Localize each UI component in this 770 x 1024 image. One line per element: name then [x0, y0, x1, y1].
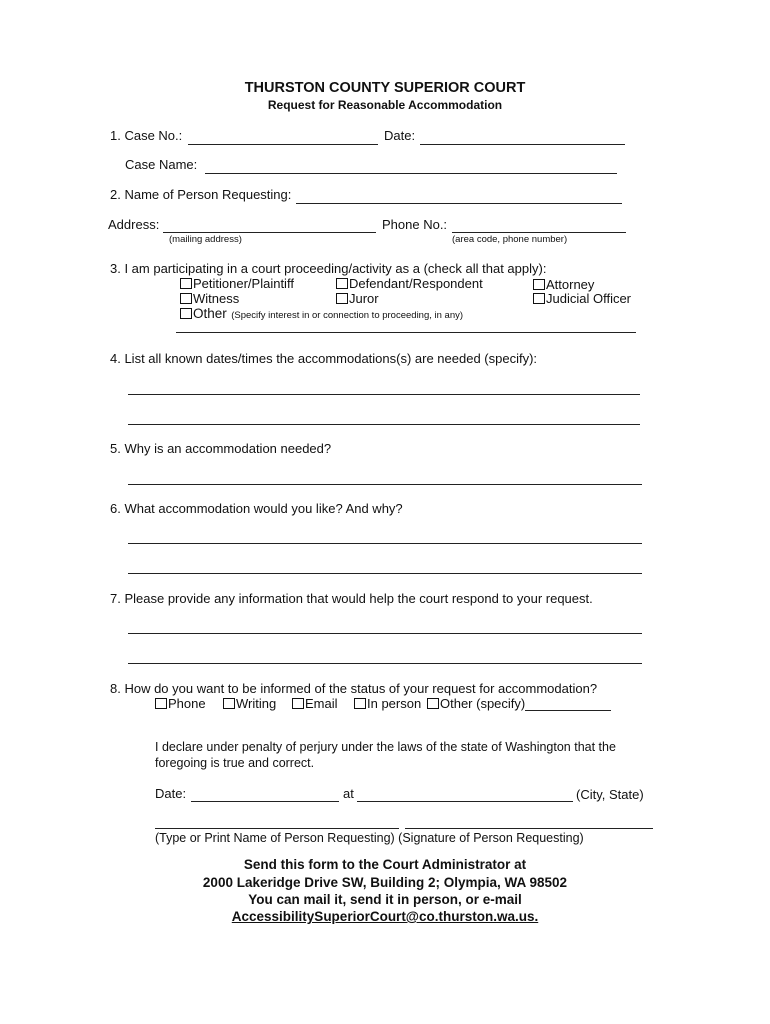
declaration-line-1: I declare under penalty of perjury under the laws of the state of Washington that the [155, 740, 616, 754]
signature-field[interactable] [405, 828, 653, 829]
footer-line-3: You can mail it, send it in person, or e-mail [248, 892, 522, 907]
defendant-option[interactable]: Defendant/Respondent [336, 276, 483, 291]
petitioner-checkbox[interactable] [180, 278, 192, 289]
defendant-checkbox[interactable] [336, 278, 348, 289]
q7-label: 7. Please provide any information that would help the court respond to your request. [110, 591, 593, 606]
signing-date-field[interactable] [191, 801, 339, 802]
phone-field[interactable] [452, 232, 626, 233]
case-name-field[interactable] [205, 173, 617, 174]
notify-in-person-checkbox[interactable] [354, 698, 366, 709]
signing-location-field[interactable] [357, 801, 573, 802]
notify-writing-option[interactable]: Writing [223, 696, 276, 711]
requester-name-label: 2. Name of Person Requesting: [110, 187, 292, 202]
printed-name-field[interactable] [155, 828, 399, 829]
witness-option[interactable]: Witness [180, 291, 239, 306]
case-name-label: Case Name: [125, 157, 198, 172]
notify-other-field[interactable] [525, 710, 611, 711]
notify-writing-checkbox[interactable] [223, 698, 235, 709]
witness-checkbox[interactable] [180, 293, 192, 304]
attorney-checkbox[interactable] [533, 279, 545, 290]
requester-name-field[interactable] [296, 203, 622, 204]
judicial-officer-checkbox[interactable] [533, 293, 545, 304]
notify-email-option[interactable]: Email [292, 696, 338, 711]
q6-answer-line-2[interactable] [128, 573, 642, 574]
date-field[interactable] [420, 144, 625, 145]
notify-other-option[interactable]: Other (specify) [427, 696, 525, 711]
other-role-field[interactable] [176, 332, 636, 333]
footer-address: 2000 Lakeridge Drive SW, Building 2; Olympia, WA 98502 [202, 875, 568, 890]
other-role-hint: (Specify interest in or connection to proceeding, in any) [231, 310, 464, 321]
address-field[interactable] [163, 232, 376, 233]
other-role-checkbox[interactable] [180, 308, 192, 319]
phone-hint: (area code, phone number) [452, 234, 568, 245]
q3-label: 3. I am participating in a court proceeding/activity as a (check all that apply): [110, 261, 547, 276]
juror-checkbox[interactable] [336, 293, 348, 304]
footer-email-link[interactable]: AccessibilitySuperiorCourt@co.thurston.wa.us. [231, 909, 539, 924]
address-label: Address: [108, 217, 160, 232]
attorney-option[interactable]: Attorney [533, 277, 594, 292]
footer-line-1: Send this form to the Court Administrator at [243, 857, 527, 872]
notify-email-checkbox[interactable] [292, 698, 304, 709]
q8-label: 8. How do you want to be informed of the status of your request for accommodation? [110, 681, 598, 696]
case-no-label: 1. Case No.: [110, 128, 183, 143]
signing-at-label: at [343, 786, 354, 801]
other-role-option[interactable]: Other (Specify interest in or connection to proceeding, in any) [180, 305, 463, 323]
q7-answer-line-2[interactable] [128, 663, 642, 664]
page-subtitle: Request for Reasonable Accommodation [267, 98, 503, 112]
juror-option[interactable]: Juror [336, 291, 379, 306]
petitioner-option[interactable]: Petitioner/Plaintiff [180, 276, 294, 291]
date-label: Date: [384, 128, 416, 143]
q4-answer-line-1[interactable] [128, 394, 640, 395]
phone-label: Phone No.: [382, 217, 448, 232]
declaration-line-2: foregoing is true and correct. [155, 756, 315, 770]
q6-label: 6. What accommodation would you like? And why? [110, 501, 403, 516]
notify-phone-option[interactable]: Phone [155, 696, 206, 711]
signature-caption: (Type or Print Name of Person Requesting) (Signature of Person Requesting) [155, 831, 584, 845]
notify-phone-checkbox[interactable] [155, 698, 167, 709]
q5-answer-line[interactable] [128, 484, 642, 485]
q4-label: 4. List all known dates/times the accommodations(s) are needed (specify): [110, 351, 538, 366]
case-no-field[interactable] [188, 144, 378, 145]
q6-answer-line-1[interactable] [128, 543, 642, 544]
notify-other-checkbox[interactable] [427, 698, 439, 709]
q7-answer-line-1[interactable] [128, 633, 642, 634]
q4-answer-line-2[interactable] [128, 424, 640, 425]
notify-in-person-option[interactable]: In person [354, 696, 421, 711]
judicial-officer-option[interactable]: Judicial Officer [533, 291, 631, 306]
q5-label: 5. Why is an accommodation needed? [110, 441, 332, 456]
page-title: THURSTON COUNTY SUPERIOR COURT [244, 80, 526, 96]
city-state-hint: (City, State) [576, 787, 644, 802]
signing-date-label: Date: [155, 786, 187, 801]
mailing-address-hint: (mailing address) [169, 234, 242, 245]
